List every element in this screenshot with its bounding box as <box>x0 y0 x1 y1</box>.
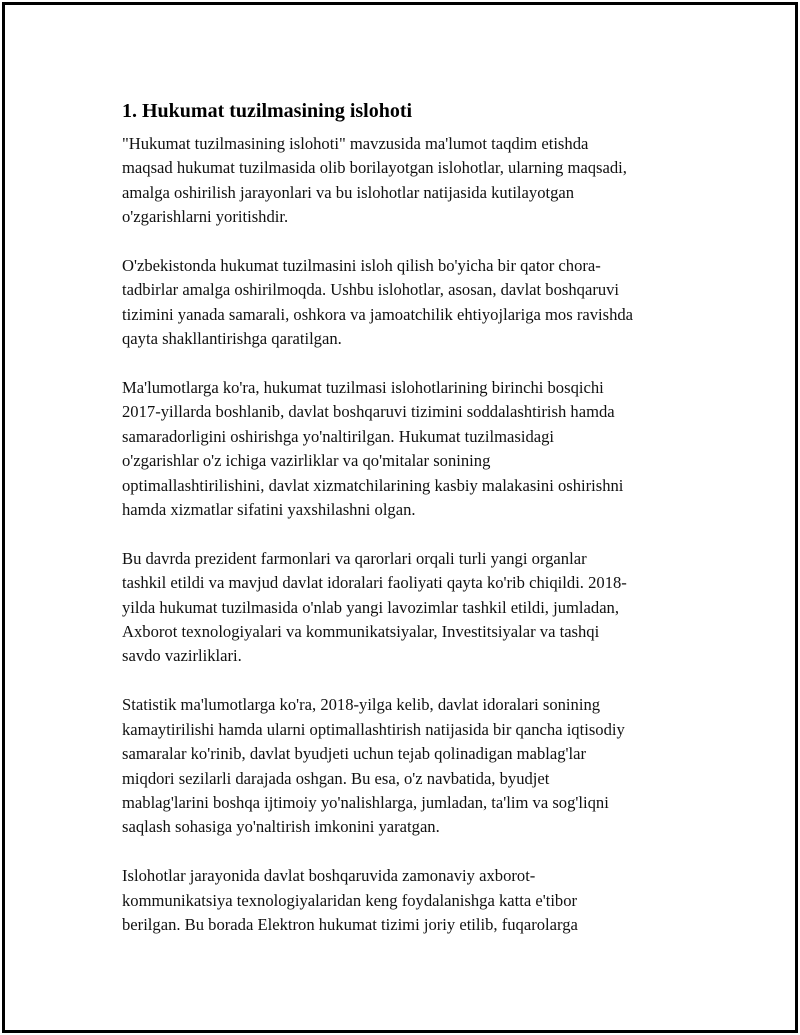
paragraph-new-ministries: Bu davrda prezident farmonlari va qarorlari orqali turli yangi organlar tashkil etildi va mavjud davlat idoralari faoliyati qayta ko'rib chiqildi. 2018- yilda hukumat tuzilmasida o'nlab yangi lavozimlar tashkil etildi, jumladan, Axborot texnologiyalari va kommunikatsiyalar, Investitsiyalar va tashqi savdo vazirliklari. <box>122 548 627 666</box>
paragraph-first-stage: Ma'lumotlarga ko'ra, hukumat tuzilmasi islohotlarining birinchi bosqichi 2017-yillarda boshlanib, davlat boshqaruvi tizimini soddalashtirish hamda samaradorligini oshirishga yo'naltirilgan. Hukumat tuzilmasidagi o'zgarishlar o'z ichiga vazirliklar va qo'mitalar sonining optimallashtirilishini, davlat xizmatchilarining kasbiy malakasini oshirishni hamda xizmatlar sifatini yaxshilashni olgan. <box>122 378 624 520</box>
paragraph-e-government: Islohotlar jarayonida davlat boshqaruvida zamonaviy axborot- kommunikatsiya texnologiyalaridan keng foydalanishga katta e'tibor berilgan. Bu borada Elektron hukumat tizimi joriy etilib, fuqarolarga <box>122 866 578 934</box>
paragraph-statistics: Statistik ma'lumotlarga ko'ra, 2018-yilga kelib, davlat idoralari sonining kamaytirilishi hamda ularni optimallashtirish natijasida bir qancha iqtisodiy samaralar ko'rinib, davlat byudjeti uchun tejab qolinadigan mablag'lar miqdori sezilarli darajada oshgan. Bu esa, o'z navbatida, byudjet mablag'larini boshqa ijtimoiy yo'nalishlarga, jumladan, ta'lim va sog'liqni saqlash sohasiga yo'naltirish imkonini yaratgan. <box>122 695 625 837</box>
page-frame <box>2 2 798 1033</box>
section-title: 1. Hukumat tuzilmasining islohoti <box>122 100 413 122</box>
paragraph-reform-measures: O'zbekistonda hukumat tuzilmasini isloh qilish bo'yicha bir qator chora- tadbirlar amalga oshirilmoqda. Ushbu islohotlar, asosan, davlat boshqaruvi tizimini yanada samarali, oshkora va jamoatchilik ehtiyojlariga mos ravishda qayta shakllantirishga qaratilgan. <box>122 256 634 349</box>
paragraph-intro: "Hukumat tuzilmasining islohoti" mavzusida ma'lumot taqdim etishda maqsad hukumat tuzilmasida olib borilayotgan islohotlar, ularning maqsadi, amalga oshirilish jarayonlari va bu islohotlar natijasida kutilayotgan o'zgarishlarni yoritishdir. <box>122 134 627 227</box>
document-body <box>122 97 692 962</box>
